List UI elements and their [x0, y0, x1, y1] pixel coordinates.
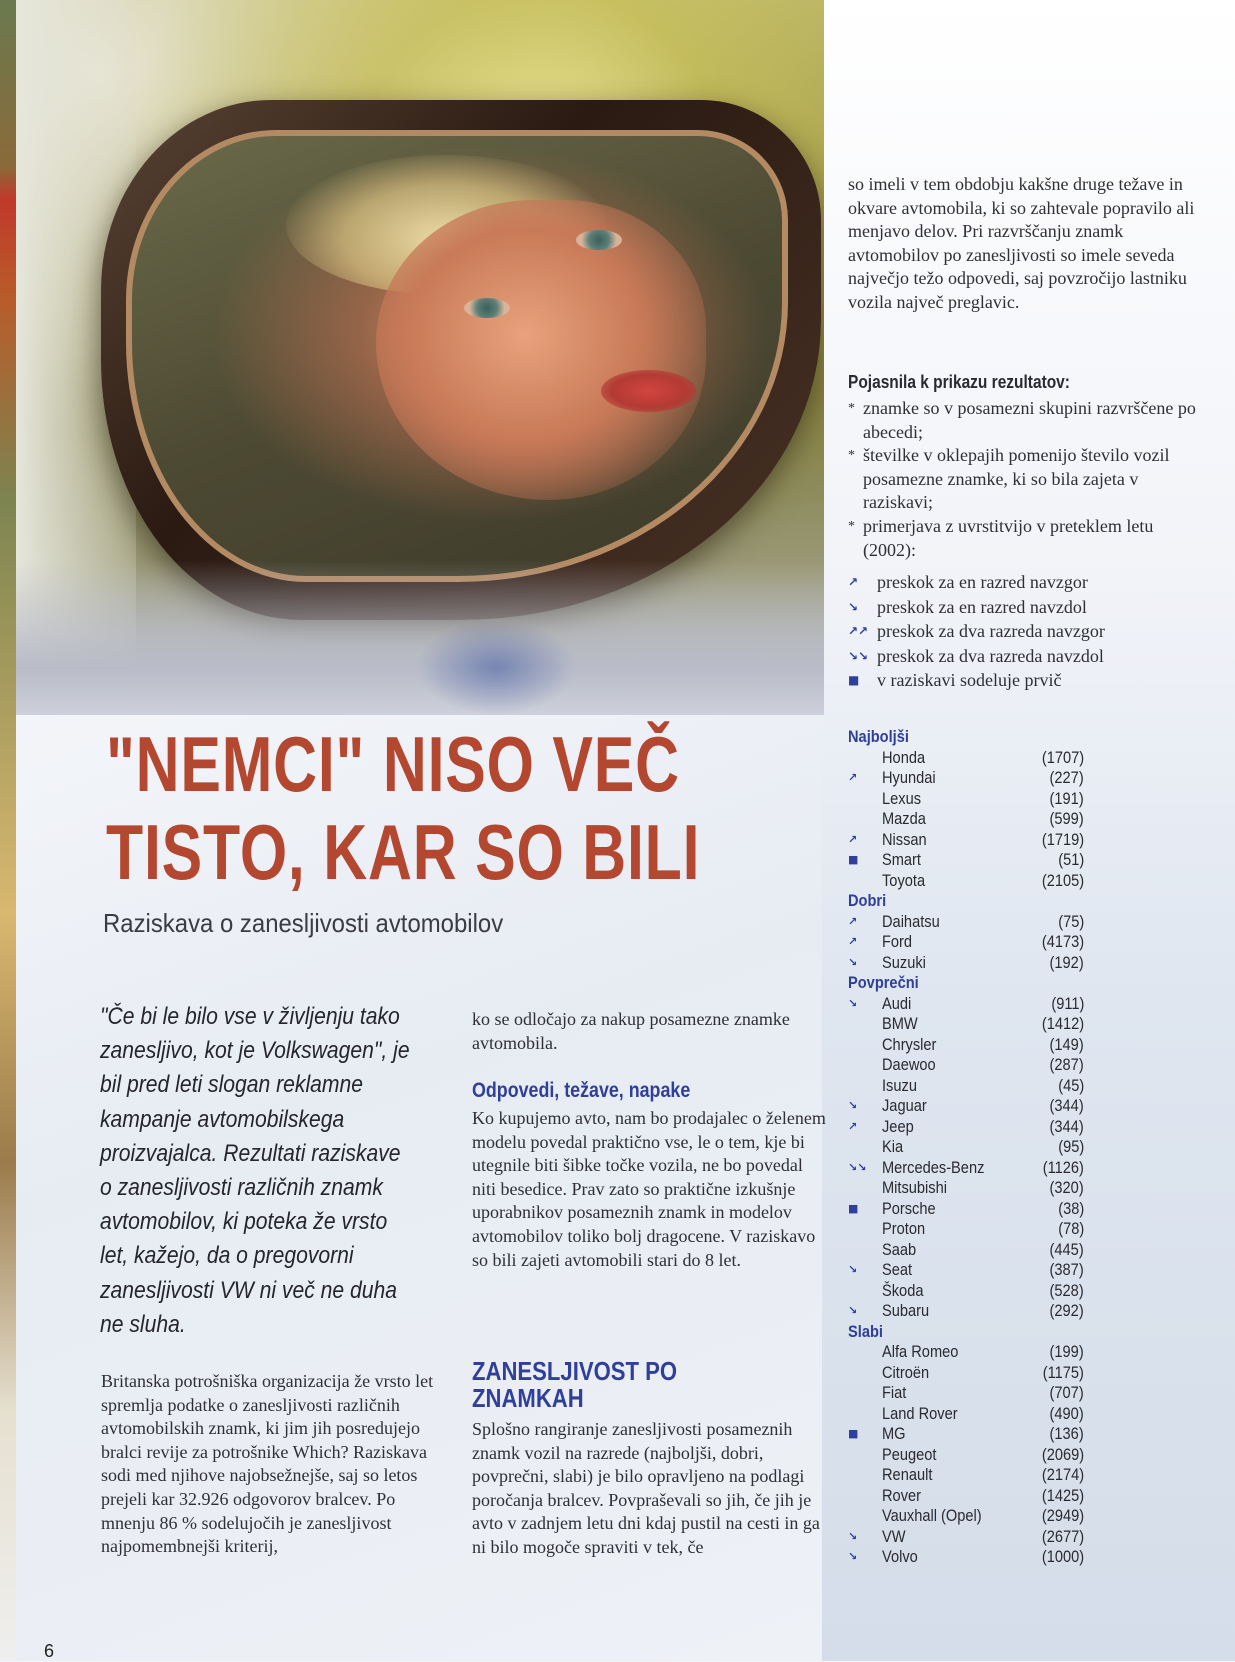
- ranking-row: [848, 1137, 1088, 1158]
- vehicle-count: (2677): [1041, 1526, 1084, 1546]
- ranking-row: [848, 1301, 1088, 1322]
- vehicle-count: (2174): [1041, 1465, 1084, 1484]
- brand-name: MG: [882, 1424, 906, 1443]
- vehicle-count: (387): [1049, 1260, 1084, 1279]
- body-text-column-1: Britanska potrošniška organizacija že vrsto let spremlja podatke o zanesljivosti različnih avtomobilskih znamk, ki jim jih posredujejo bralci revije za potrošnike Which? Raziskava sodi med njihove najobsežnejše, saj so letos prejeli kar 32.926 odgovorov bralcev. Po mnenju 86 % sodelujočih je zanesljivost najpomembnejši kriterij,: [101, 1371, 434, 1557]
- ranking-row: [848, 871, 1088, 892]
- reflected-eye-left: [464, 298, 510, 318]
- arrow-down-icon: ↘: [848, 996, 858, 1010]
- headline-line-2: TISTO, KAR SO BILI: [106, 808, 701, 896]
- ranking-row: [848, 1035, 1088, 1056]
- brand-name: Jaguar: [882, 1096, 927, 1115]
- hero-photo-mirror: [16, 0, 824, 715]
- brand-name: Isuzu: [882, 1075, 917, 1095]
- arrow-up-icon: ↗: [848, 935, 858, 948]
- brand-name: Honda: [882, 747, 926, 767]
- ranking-row: [848, 789, 1088, 810]
- vehicle-count: (45): [1057, 1075, 1084, 1095]
- legend-notes: [848, 397, 1208, 562]
- ranking-row: [848, 1076, 1088, 1097]
- reflected-eye-right: [576, 230, 622, 250]
- ranking-row: [848, 1219, 1088, 1240]
- vehicle-count: (1719): [1041, 829, 1084, 849]
- ranking-row: [848, 1445, 1088, 1466]
- legend-note: * primerjava z uvrstitvijo v preteklem letu (2002):: [848, 515, 1154, 560]
- legend-symbol-row: ↗↗ preskok za dva razreda navzgor: [848, 619, 1208, 644]
- ranking-row: [848, 912, 1088, 933]
- arrow-down-icon: ↘: [848, 1529, 858, 1543]
- ranking-group-title: Najboljši: [848, 727, 909, 746]
- page-number: 6: [44, 1641, 55, 1661]
- vehicle-count: (75): [1057, 911, 1084, 931]
- ranking-row: [848, 1547, 1088, 1568]
- ranking-group-title: Slabi: [848, 1321, 883, 1341]
- brand-name: BMW: [882, 1014, 918, 1033]
- ranking-row: [848, 1342, 1088, 1363]
- ranking-group-title: Dobri: [848, 891, 887, 910]
- section-heading-line-2: ZNAMKAH: [472, 1383, 584, 1413]
- ranking-row: [848, 1096, 1088, 1117]
- pull-quote: "Če bi le bilo vse v življenju tako zanesljivo, kot je Volkswagen", je bil pred leti slogan reklamne kampanje avtomobilskega proizvajalca. Rezultati raziskave o zanesljivosti različnih znamk avtomobilov, ki poteka že vrsto let, kažejo, da o pregovorni zanesljivosti VW ni več ne duha ne sluha.: [100, 1003, 410, 1338]
- section-heading-zanesljivost: [472, 1358, 677, 1412]
- ranking-row: [848, 748, 1088, 769]
- arrow-down-icon: ↘: [848, 1099, 858, 1112]
- ranking-row: [848, 1158, 1088, 1179]
- ranking-row: [848, 768, 1088, 789]
- brand-name: Volvo: [882, 1547, 918, 1566]
- ranking-row: [848, 1383, 1088, 1404]
- arrow-down-icon: ↘: [848, 955, 858, 969]
- vehicle-count: (1000): [1041, 1547, 1084, 1566]
- ranking-row: [848, 994, 1088, 1015]
- vehicle-count: (1425): [1041, 1485, 1084, 1505]
- vehicle-count: (1126): [1042, 1157, 1084, 1177]
- ranking-row: [848, 1465, 1088, 1486]
- ranking-row: [848, 850, 1088, 871]
- vehicle-count: (149): [1049, 1034, 1084, 1054]
- vehicle-count: (490): [1049, 1403, 1084, 1423]
- headline-line-1: "NEMCI" NISO VEČ: [106, 720, 680, 808]
- ranking-row: [848, 1240, 1088, 1261]
- vehicle-count: (95): [1057, 1137, 1084, 1156]
- ranking-row: [848, 1363, 1088, 1384]
- ranking-row: [848, 1506, 1088, 1527]
- vehicle-count: (1175): [1042, 1362, 1084, 1382]
- vehicle-count: (1707): [1041, 747, 1084, 767]
- vehicle-count: (287): [1049, 1055, 1084, 1074]
- vehicle-count: (51): [1057, 850, 1084, 869]
- vehicle-count: (199): [1049, 1342, 1084, 1361]
- vehicle-count: (38): [1057, 1198, 1084, 1218]
- brand-name: Proton: [882, 1219, 926, 1238]
- brand-name: Jeep: [882, 1116, 914, 1136]
- reliability-rankings: [848, 727, 1088, 1568]
- brand-name: Lexus: [882, 788, 922, 808]
- new-entry-square-icon: ■: [848, 1201, 859, 1215]
- section-heading-line-1: ZANESLJIVOST PO: [472, 1356, 678, 1386]
- brand-name: Subaru: [882, 1301, 930, 1320]
- brand-name: Porsche: [882, 1198, 936, 1218]
- arrow-down-icon: ↘: [848, 1304, 858, 1317]
- vehicle-count: (344): [1049, 1116, 1084, 1136]
- brand-name: Nissan: [882, 829, 927, 849]
- ranking-row: [848, 1281, 1088, 1302]
- new-entry-square-icon: ■: [848, 1427, 859, 1440]
- vehicle-count: (320): [1049, 1178, 1084, 1197]
- ranking-row: [848, 809, 1088, 830]
- brand-name: Ford: [882, 932, 913, 951]
- ranking-row: [848, 1199, 1088, 1220]
- new-entry-square-icon: ■: [848, 853, 859, 866]
- vehicle-count: (2069): [1041, 1444, 1084, 1464]
- arrow-down-icon: ↘: [848, 1550, 858, 1563]
- vehicle-count: (2949): [1041, 1506, 1084, 1525]
- brand-name: Kia: [882, 1137, 904, 1156]
- brand-name: Mercedes-Benz: [882, 1157, 985, 1177]
- brand-name: Audi: [882, 993, 912, 1013]
- ranking-row: [848, 830, 1088, 851]
- ranking-row: [848, 1260, 1088, 1281]
- arrow-up-icon: ↗: [848, 1119, 858, 1133]
- vehicle-count: (191): [1049, 788, 1084, 808]
- body-text-column-3: so imeli v tem obdobju kakšne druge težave in okvare avtomobila, ki so zahtevale popravilo ali menjavo delov. Pri razvrščanju znamk avtomobilov po zanesljivosti so imele seveda največjo težo odpovedi, saj povzročijo lastniku vozila največ preglavic.: [848, 174, 1195, 312]
- vehicle-count: (1412): [1041, 1014, 1084, 1033]
- ranking-row: [848, 1178, 1088, 1199]
- vehicle-count: (2105): [1041, 870, 1084, 890]
- legend-symbol-row: ↘ preskok za en razred navzdol: [848, 595, 1208, 620]
- brand-name: Suzuki: [882, 952, 926, 972]
- vehicle-count: (344): [1049, 1096, 1084, 1115]
- double-arrow-up-icon: ↗↗: [848, 624, 869, 639]
- body-text-column-2-top: ko se odločajo za nakup posamezne znamke avtomobila.: [472, 1009, 790, 1053]
- vehicle-count: (911): [1050, 993, 1084, 1013]
- brand-name: Mitsubishi: [882, 1178, 948, 1197]
- ranking-row: [848, 953, 1088, 974]
- brand-name: Fiat: [882, 1383, 907, 1402]
- ranking-row: [848, 1014, 1088, 1035]
- vehicle-count: (227): [1049, 768, 1084, 787]
- legend-symbol-row: ↘↘ preskok za dva razreda navzdol: [848, 644, 1208, 669]
- legend-note: * številke v oklepajih pomenijo število vozil posamezne znamke, ki so bila zajeta v raziskavi;: [848, 445, 1170, 513]
- ranking-row: [848, 1404, 1088, 1425]
- legend-symbols: [848, 570, 1208, 693]
- brand-name: Mazda: [882, 809, 926, 828]
- new-entry-square-icon: ■: [848, 673, 860, 688]
- vehicle-count: (136): [1049, 1424, 1084, 1443]
- ranking-row: [848, 1424, 1088, 1445]
- ranking-row: [848, 1527, 1088, 1548]
- brand-name: Rover: [882, 1485, 922, 1505]
- arrow-down-icon: ↘: [848, 1263, 858, 1276]
- reflected-lips: [601, 370, 696, 412]
- vehicle-count: (4173): [1041, 932, 1084, 951]
- page-edge-strip: [0, 0, 16, 1661]
- brand-name: Smart: [882, 850, 921, 869]
- arrow-up-icon: ↗: [848, 771, 858, 784]
- brand-name: Saab: [882, 1239, 917, 1259]
- double-arrow-down-icon: ↘↘: [848, 648, 869, 663]
- ranking-row: [848, 932, 1088, 953]
- section-heading-odpovedi: Odpovedi, težave, napake: [472, 1079, 691, 1102]
- brand-name: Daewoo: [882, 1055, 936, 1074]
- legend-note: * znamke so v posamezni skupini razvrščene po abecedi;: [848, 398, 1196, 442]
- article-headline: [106, 720, 701, 896]
- section-text-zanesljivost: Splošno rangiranje zanesljivosti posameznih znamk vozil na razrede (najboljši, dobri, povprečni, slabi) je bilo opravljeno na podlagi poročanja bralcev. Povpraševali so jih, če jih je avto v zadnjem letu dni kdaj pustil na cesti in ga ni bilo mogoče spraviti v tek, če: [472, 1419, 820, 1557]
- brand-name: VW: [882, 1526, 906, 1546]
- legend-heading: Pojasnila k prikazu rezultatov:: [848, 372, 1070, 392]
- ranking-row: [848, 1117, 1088, 1138]
- vehicle-count: (528): [1049, 1280, 1084, 1300]
- arrow-up-icon: ↗: [848, 832, 858, 846]
- section-text-odpovedi: Ko kupujemo avto, nam bo prodajalec o želenem modelu povedal praktično vse, le o tem, kje bi utegnile biti šibke točke vozila, ne bo povedal niti besedice. Prav zato so praktične izkušnje uporabnikov posameznih znamk in modelov avtomobilov toliko bolj dragocene. V raziskavo so bili zajeti avtomobili stari do 8 let.: [472, 1108, 826, 1270]
- vehicle-count: (599): [1049, 809, 1084, 828]
- arrow-up-icon: ↗: [848, 914, 858, 928]
- ranking-row: [848, 1055, 1088, 1076]
- brand-name: Chrysler: [882, 1034, 937, 1054]
- brand-name: Peugeot: [882, 1444, 937, 1464]
- brand-name: Škoda: [882, 1280, 924, 1300]
- brand-name: Renault: [882, 1465, 933, 1484]
- brand-name: Daihatsu: [882, 911, 940, 931]
- brand-name: Citroën: [882, 1362, 930, 1382]
- ranking-group-title: Povprečni: [848, 973, 919, 992]
- brand-name: Vauxhall (Opel): [882, 1506, 982, 1525]
- article-subtitle: Raziskava o zanesljivosti avtomobilov: [103, 908, 504, 938]
- vehicle-count: (445): [1049, 1239, 1084, 1259]
- legend-symbol-row: ↗ preskok za en razred navzgor: [848, 570, 1208, 595]
- vehicle-count: (707): [1049, 1383, 1084, 1402]
- vehicle-count: (192): [1049, 952, 1084, 972]
- brand-name: Land Rover: [882, 1403, 958, 1423]
- vehicle-count: (78): [1057, 1219, 1084, 1238]
- brand-name: Seat: [882, 1260, 913, 1279]
- brand-name: Hyundai: [882, 768, 936, 787]
- brand-name: Toyota: [882, 870, 926, 890]
- arrow-up-icon: ↗: [848, 575, 859, 589]
- ranking-row: [848, 1486, 1088, 1507]
- arrow-down-icon: ↘: [848, 599, 859, 614]
- vehicle-count: (292): [1049, 1301, 1084, 1320]
- legend-symbol-row: ■ v raziskavi sodeluje prvič: [848, 668, 1208, 693]
- double-arrow-down-icon: ↘↘: [848, 1160, 867, 1174]
- brand-name: Alfa Romeo: [882, 1342, 959, 1361]
